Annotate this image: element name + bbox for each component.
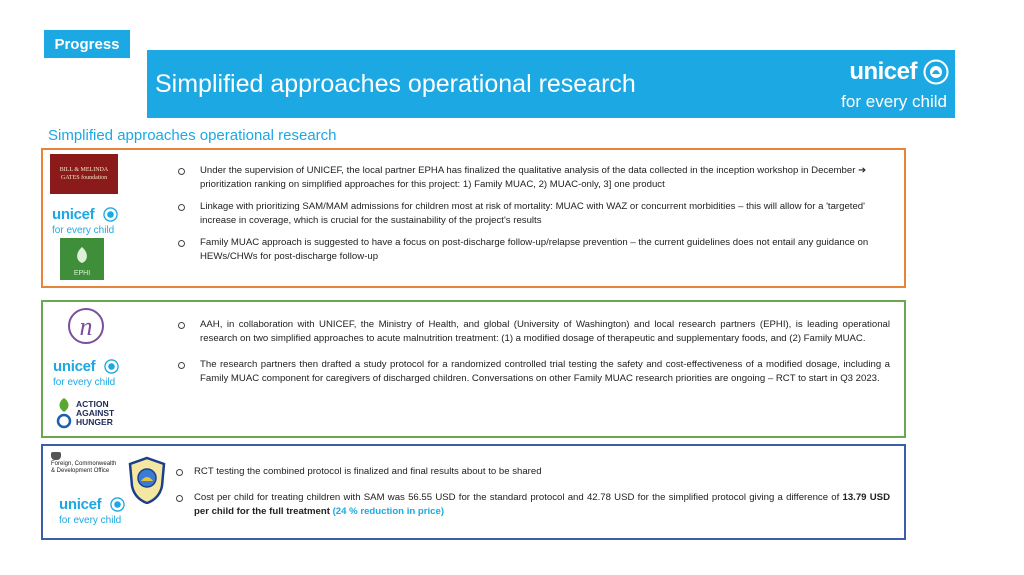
unicef-logo-word: unicef bbox=[53, 358, 96, 375]
gates-foundation-logo: BILL & MELINDA GATES foundation bbox=[50, 154, 118, 194]
bullet-icon bbox=[178, 240, 185, 247]
section-heading: Simplified approaches operational research bbox=[48, 127, 337, 144]
box-rct-results bbox=[41, 444, 906, 540]
bullet-icon bbox=[178, 204, 185, 211]
unicef-logo bbox=[821, 52, 951, 116]
unicef-logo-tagline: for every child bbox=[59, 515, 122, 526]
unicef-logo-tagline: for every child bbox=[53, 377, 116, 388]
unicef-logo-small bbox=[52, 206, 132, 240]
list-item: Cost per child for treating children with SAM was 56.55 USD for the standard protocol and 42.78 USD for the simplified protocol giving a difference of 13.79 USD per child for the full treatment (24 % reduction in price) bbox=[178, 491, 890, 519]
ephi-logo-text: EPHI bbox=[73, 270, 91, 277]
aah-logo-text: ACTION AGAINST HUNGER bbox=[76, 399, 115, 427]
unicef-logo-word: unicef bbox=[52, 206, 95, 223]
bullet-icon bbox=[178, 168, 185, 175]
n-partner-logo: n bbox=[68, 308, 104, 344]
unicef-logo-small bbox=[59, 496, 139, 530]
unicef-logo-tagline: for every child bbox=[52, 225, 115, 236]
list-item: Linkage with prioritizing SAM/MAM admissions for children most at risk of mortality: MUAC with WAZ or concurrent morbidities – this will allow for a 'targeted' increase in coverage, which is crucial for the sustainability of the project's results bbox=[178, 200, 890, 228]
bullet-icon bbox=[178, 322, 185, 329]
cost-difference: 13.79 USD per child for the full treatment bbox=[194, 492, 890, 517]
unicef-globe-icon bbox=[923, 59, 949, 85]
title-banner bbox=[147, 50, 955, 118]
fcdo-logo: Foreign, Commonwealth & Development Office bbox=[51, 452, 131, 482]
crest-icon bbox=[51, 452, 61, 460]
price-reduction-highlight: (24 % reduction in price) bbox=[332, 506, 445, 517]
bullet-list bbox=[178, 465, 890, 531]
bullet-list bbox=[178, 164, 890, 272]
ephi-logo bbox=[60, 238, 104, 280]
page-title: Simplified approaches operational research bbox=[155, 70, 636, 98]
unicef-globe-icon bbox=[110, 497, 125, 512]
list-item: The research partners then drafted a study protocol for a randomized controlled trial testing the safety and cost-effectiveness of a modified dosage, including a Family MUAC component for caregivers of discharged children. Conversations on other Family MUAC research priorities are ongoing – RCT to start in Q3 2023. bbox=[178, 358, 890, 386]
box-epha-findings bbox=[41, 148, 906, 288]
box-aah-research bbox=[41, 300, 906, 438]
bullet-icon bbox=[178, 362, 185, 369]
ephi-leaf-icon bbox=[72, 245, 92, 265]
list-item: AAH, in collaboration with UNICEF, the Ministry of Health, and global (University of Washington) and local research partners (EPHI), is leading operational research on two simplified approaches to acute malnutrition treatment: (1) a modified dosage of therapeutic and supplementary foods, and (2) Family MUAC. bbox=[178, 318, 890, 346]
unicef-logo-small bbox=[53, 358, 133, 392]
list-item: Under the supervision of UNICEF, the local partner EPHA has finalized the qualitative analysis of the data collected in the inception workshop in December ➔ prioritization ranking on simplified approaches for this project: 1) Family MUAC, 2) MUAC-only, 3] one product bbox=[178, 164, 890, 192]
progress-tag: Progress bbox=[44, 30, 130, 58]
unicef-globe-icon bbox=[104, 359, 119, 374]
bullet-list bbox=[178, 318, 890, 398]
aah-leaf-icon bbox=[54, 396, 74, 430]
action-against-hunger-logo bbox=[54, 396, 134, 432]
list-item: Family MUAC approach is suggested to have a focus on post-discharge follow-up/relapse prevention – the current guidelines does not entail any guidance on HEWs/CHWs for post-discharge follow-up bbox=[178, 236, 890, 264]
unicef-logo-word: unicef bbox=[59, 496, 102, 513]
right-arrow-icon: ➔ bbox=[858, 165, 867, 176]
unicef-logo-word: unicef bbox=[849, 58, 917, 85]
bullet-icon bbox=[176, 495, 183, 502]
unicef-logo-tagline: for every child bbox=[841, 92, 947, 111]
unicef-globe-icon bbox=[103, 207, 118, 222]
bullet-icon bbox=[176, 469, 183, 476]
list-item: RCT testing the combined protocol is finalized and final results about to be shared bbox=[178, 465, 890, 479]
